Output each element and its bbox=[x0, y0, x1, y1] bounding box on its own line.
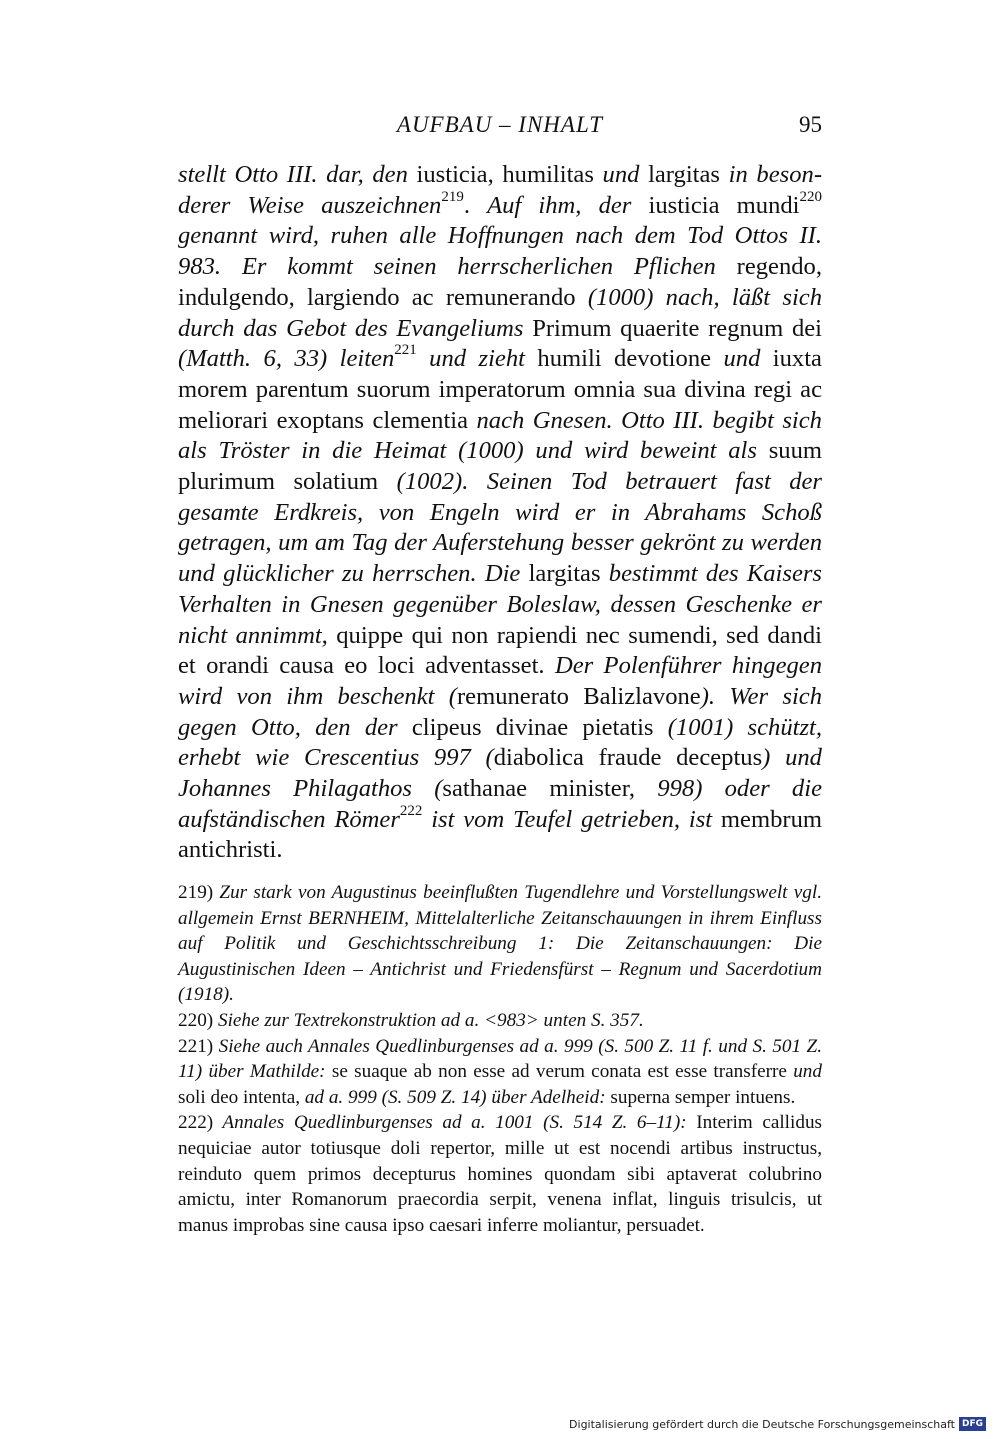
footnotes bbox=[178, 880, 822, 1238]
latin-quote: iuxta morem parentum suorum imperatorum omnia sua divina regi ac meliorari exoptans clementia bbox=[178, 345, 822, 434]
footnote-italic-text: ad a. 999 (S. 509 Z. 14) über Adelheid: bbox=[304, 1086, 611, 1108]
italic-text: und bbox=[602, 161, 649, 188]
footnote-quote: Interim callidus nequiciae autor totiusque doli repertor, mille ut est nocendi artibus instructus, reinduto quem primos decepturus homines quondam sibi aptaverat colubrino amictu, inter Romanorum praecordia serpit, venena inflat, linguis trisulcis, ut manus improbas sine causa ipso caesari inferre moliantur, persuadet. bbox=[178, 1112, 823, 1236]
footnote-ref: 221 bbox=[394, 342, 417, 359]
latin-quote: largitas bbox=[528, 560, 609, 588]
footnote-ref: 222 bbox=[399, 802, 423, 819]
latin-quote: diabolica fraude deceptus bbox=[493, 744, 763, 772]
footnote-italic-text: Siehe zur Textrekonstruktion ad a. <983> unten S. 357. bbox=[213, 1009, 644, 1031]
latin-quote: . bbox=[463, 191, 488, 219]
italic-text: bestimmt des Kaisers Verhalten in Gnesen gegenüber Boleslaw, dessen Geschenke er nicht annimmt, bbox=[178, 560, 823, 649]
italic-text: Auf ihm, der bbox=[487, 191, 649, 219]
italic-text: in besonderer Weise auszeichnen bbox=[178, 161, 823, 219]
italic-text: nach Gnesen. Otto III. begibt sich als Tröster in die Heimat (1000) und wird beweint als bbox=[178, 406, 822, 465]
italic-text: (1000) nach, läßt sich durch das Gebot des Evangeliums bbox=[178, 283, 822, 342]
italic-text: ). Wer sich gegen Otto, den der bbox=[178, 682, 822, 741]
footnote-ref: 220 bbox=[799, 188, 823, 205]
latin-quote: suum plurimum solatium bbox=[178, 437, 822, 496]
footnote-number: 221) bbox=[178, 1035, 214, 1057]
italic-text: (1001) schützt, erhebt wie Crescentius 997 ( bbox=[178, 713, 822, 772]
latin-quote: largitas bbox=[648, 161, 729, 188]
italic-text: Der Polenführer hingegen wird von ihm beschenkt ( bbox=[178, 652, 823, 710]
footnote bbox=[178, 1034, 822, 1111]
italic-text: 998) oder die aufständischen Römer bbox=[178, 775, 822, 833]
italic-text: ist vom Teufel getrieben, ist bbox=[422, 805, 721, 833]
footnote-number: 222) bbox=[178, 1112, 214, 1134]
italic-text: stellt Otto III. dar, den bbox=[178, 161, 417, 188]
page-number: 95 bbox=[799, 112, 822, 137]
footnote-italic-text: und bbox=[793, 1061, 822, 1083]
latin-quote: clipeus divinae pietatis bbox=[411, 713, 668, 741]
footnote-italic-text: Zur stark von Augustinus beeinflußten Tugendlehre und Vorstellungswelt vgl. allgemein Ernst bbox=[178, 882, 822, 929]
footnote-number: 220) bbox=[178, 1009, 214, 1031]
latin-quote: iusticia mundi bbox=[648, 191, 800, 219]
latin-quote: sathanae minister, bbox=[442, 775, 658, 803]
footnote-ref: 219 bbox=[441, 188, 464, 205]
latin-quote: quippe qui non rapiendi nec sumendi, sed dandi et orandi causa eo loci adventasset. bbox=[178, 621, 822, 680]
footnote bbox=[178, 1110, 822, 1238]
footnote-quote: superna semper intuens. bbox=[610, 1086, 796, 1108]
footnote-italic-text: BERNHEIM bbox=[308, 907, 405, 929]
footnote bbox=[178, 880, 822, 1008]
italic-text: und bbox=[723, 345, 773, 373]
running-title: AUFBAU – INHALT bbox=[396, 112, 604, 137]
latin-quote: Primum quaerite regnum dei bbox=[532, 314, 822, 342]
footnote-quote: se suaque ab non esse ad verum conata est esse transferre bbox=[331, 1061, 794, 1083]
italic-text: (1002). Seinen Tod betrauert fast der gesamte Erdkreis, von Engeln wird er in Abrahams Schoß getragen, um am Tag der Auferstehung besser gekrönt zu werden und glücklicher zu herrschen. Die bbox=[178, 468, 823, 588]
italic-text: ) und Johannes Philagathos ( bbox=[178, 744, 822, 803]
body-text bbox=[178, 160, 822, 866]
footnote-number: 219) bbox=[178, 882, 214, 903]
italic-text: genannt wird, ruhen alle Hoffnungen nach dem Tod Ottos II. 983. Er kommt seinen herrscherlichen Pflichen bbox=[178, 222, 822, 281]
dfg-logo: DFG bbox=[959, 1417, 986, 1431]
latin-quote: regendo, indulgendo, largiendo ac remunerando bbox=[178, 253, 822, 311]
footnote-italic-text: Siehe auch Annales Quedlinburgenses ad a. 999 (S. 500 Z. 11 f. und S. 501 Z. 11) über Mathilde: bbox=[178, 1035, 822, 1083]
digitization-note: Digitalisierung gefördert durch die Deutsche Forschungsgemeinschaft bbox=[569, 1417, 955, 1431]
latin-quote: humili devotione bbox=[537, 345, 724, 373]
footnote-quote: soli deo intenta, bbox=[178, 1086, 305, 1108]
latin-quote: membrum antichristi. bbox=[178, 805, 822, 864]
body-paragraph bbox=[178, 160, 822, 866]
footnote bbox=[178, 1008, 822, 1034]
latin-quote: remunerato Balizlavone bbox=[456, 682, 701, 710]
footnote-italic-text: , Mittelalterliche Zeitanschauungen in ihrem Einfluss auf Politik und Geschichtsschreibung 1: Die Zeitanschauungen: Die Augustinischen Ideen – Antichrist und Friedensfürst – Regnum und Sacerdotium (1918). bbox=[178, 907, 822, 1006]
footnote-italic-text: Annales Quedlinburgenses ad a. 1001 (S. 514 Z. 6–11): bbox=[213, 1112, 697, 1134]
italic-text: und zieht bbox=[416, 345, 538, 373]
latin-quote: iusticia, humilitas bbox=[416, 161, 603, 188]
running-head bbox=[178, 112, 822, 146]
italic-text: (Matth. 6, 33) leiten bbox=[178, 345, 395, 373]
digitization-credit bbox=[569, 1417, 986, 1431]
